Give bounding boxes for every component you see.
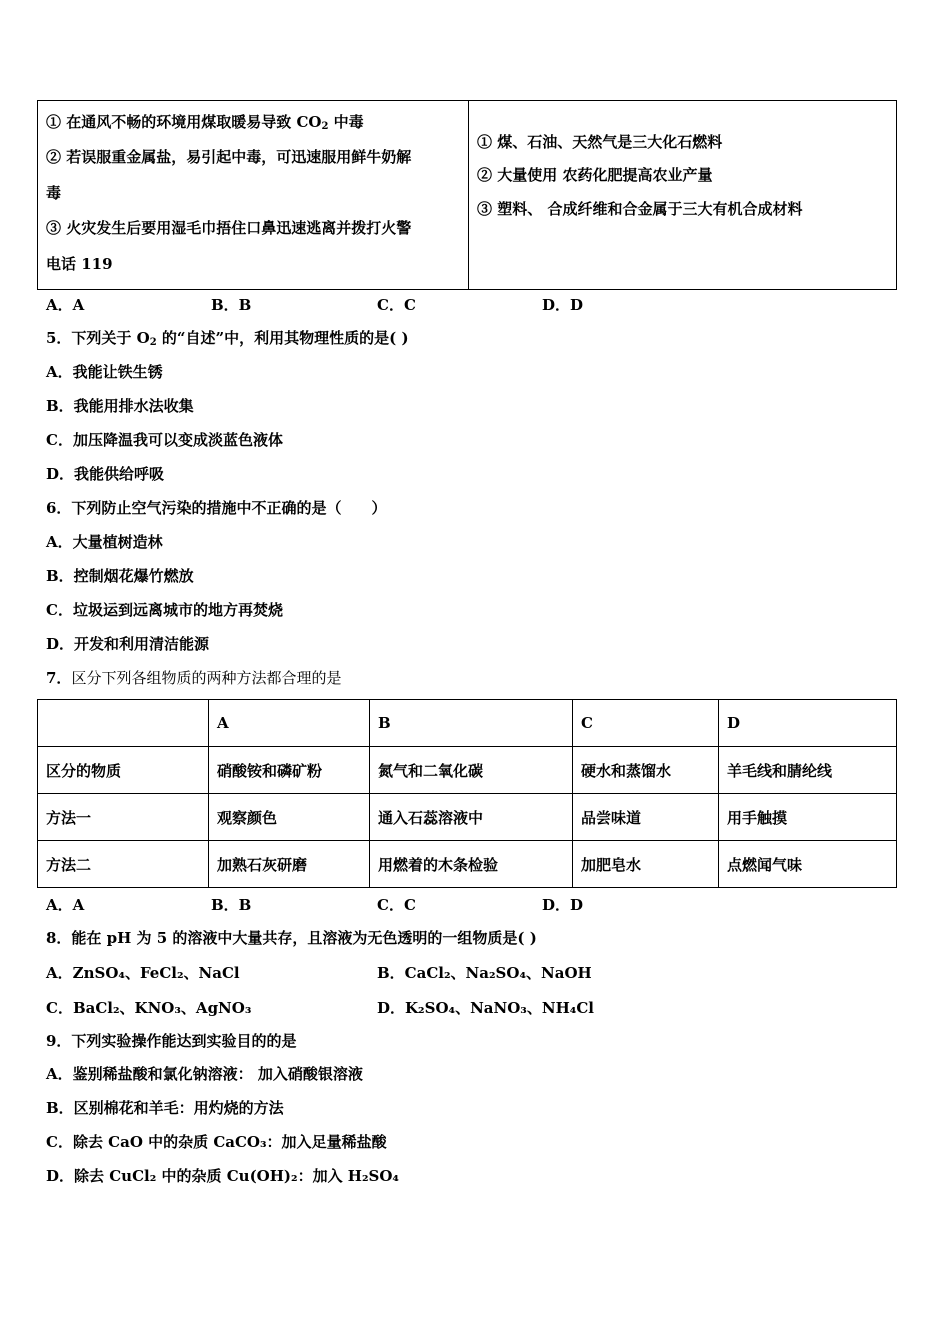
q6-stem: 6．下列防止空气污染的措施中不正确的是（ ）: [46, 499, 387, 517]
q7-option-a: A．A: [46, 896, 85, 914]
q8-stem: 8．能在 pH 为 5 的溶液中大量共存，且溶液为无色透明的一组物质是( ): [46, 929, 537, 947]
q7-stem: 7．区分下列各组物质的两种方法都合理的是: [46, 669, 342, 687]
q4-right-line-1: ① 煤、石油、天然气是三大化石燃料: [477, 133, 723, 151]
q9-stem: 9．下列实验操作能达到实验目的的是: [46, 1032, 297, 1050]
q5-option-b: B．我能用排水法收集: [46, 397, 194, 415]
q7-option-d: D．D: [542, 896, 584, 914]
q4-table: [37, 100, 897, 290]
q7-header-cell: D: [719, 700, 897, 747]
q9-option-a: A．鉴别稀盐酸和氯化钠溶液： 加入硝酸银溶液: [46, 1065, 363, 1083]
q8-option-d: D．K₂SO₄、NaNO₃、NH₄Cl: [377, 999, 594, 1017]
q4-right-cell: [469, 101, 897, 290]
q7-cell: 硝酸铵和磷矿粉: [209, 747, 370, 794]
q7-cell: 方法一: [38, 794, 209, 841]
q7-header-row: [38, 700, 897, 747]
q8-option-b: B．CaCl₂、Na₂SO₄、NaOH: [377, 964, 592, 982]
q7-cell: 用燃着的木条检验: [370, 841, 573, 888]
q6-option-d: D．开发和利用清洁能源: [46, 635, 210, 653]
q9-option-d: D．除去 CuCl₂ 中的杂质 Cu(OH)₂：加入 H₂SO₄: [46, 1167, 400, 1185]
q5-option-c: C．加压降温我可以变成淡蓝色液体: [46, 431, 283, 449]
q4-left-line-3: 毒: [46, 184, 62, 202]
q7-table-row: [38, 841, 897, 888]
q7-table-row: [38, 794, 897, 841]
q6-option-b: B．控制烟花爆竹燃放: [46, 567, 194, 585]
q7-cell: 加熟石灰研磨: [209, 841, 370, 888]
q7-cell: 品尝味道: [573, 794, 719, 841]
q5-stem: 5．下列关于 $O_2$ 的“自述”中，利用其物理性质的是( ): [46, 329, 409, 348]
q7-cell: 羊毛线和腈纶线: [719, 747, 897, 794]
q8-option-c: C．BaCl₂、KNO₃、AgNO₃: [46, 999, 252, 1017]
q5-option-d: D．我能供给呼吸: [46, 465, 165, 483]
q9-option-b: B．区别棉花和羊毛：用灼烧的方法: [46, 1099, 284, 1117]
q7-cell: 区分的物质: [38, 747, 209, 794]
q4-right-line-2: ② 大量使用 农药化肥提高农业产量: [477, 166, 713, 184]
q7-option-b: B．B: [211, 896, 252, 914]
q6-option-c: C．垃圾运到远离城市的地方再焚烧: [46, 601, 283, 619]
q7-table-row: [38, 747, 897, 794]
q7-option-c: C．C: [377, 896, 416, 914]
q4-left-line-4: ③ 火灾发生后要用湿毛巾捂住口鼻迅速逃离并拨打火警: [46, 219, 412, 237]
q4-right-line-3: ③ 塑料、 合成纤维和合金属于三大有机合成材料: [477, 200, 803, 218]
q7-cell: 加肥皂水: [573, 841, 719, 888]
q7-header-cell: C: [573, 700, 719, 747]
q7-cell: 观察颜色: [209, 794, 370, 841]
q4-left-line-1: ① 在通风不畅的环境用煤取暖易导致 $CO_2$ 中毒: [46, 113, 364, 132]
q9-option-c: C．除去 CaO 中的杂质 CaCO₃：加入足量稀盐酸: [46, 1133, 387, 1151]
q7-header-cell: [38, 700, 209, 747]
q7-cell: 氮气和二氧化碳: [370, 747, 573, 794]
q7-cell: 方法二: [38, 841, 209, 888]
q4-option-d: D．D: [542, 296, 584, 314]
q4-option-c: C．C: [377, 296, 416, 314]
q7-header-cell: B: [370, 700, 573, 747]
q5-option-a: A．我能让铁生锈: [46, 363, 163, 381]
q4-option-b: B．B: [211, 296, 252, 314]
q7-cell: 硬水和蒸馏水: [573, 747, 719, 794]
q4-option-a: A．A: [46, 296, 85, 314]
q7-cell: 点燃闻气味: [719, 841, 897, 888]
q7-table: [37, 699, 897, 888]
q6-option-a: A．大量植树造林: [46, 533, 163, 551]
q8-option-a: A．ZnSO₄、FeCl₂、NaCl: [46, 964, 240, 982]
q7-header-cell: A: [209, 700, 370, 747]
q4-left-cell: [38, 101, 469, 290]
q4-left-line-5: 电话 119: [46, 255, 113, 273]
q4-left-line-2: ② 若误服重金属盐，易引起中毒，可迅速服用鲜牛奶解: [46, 148, 412, 166]
q7-cell: 用手触摸: [719, 794, 897, 841]
q7-cell: 通入石蕊溶液中: [370, 794, 573, 841]
